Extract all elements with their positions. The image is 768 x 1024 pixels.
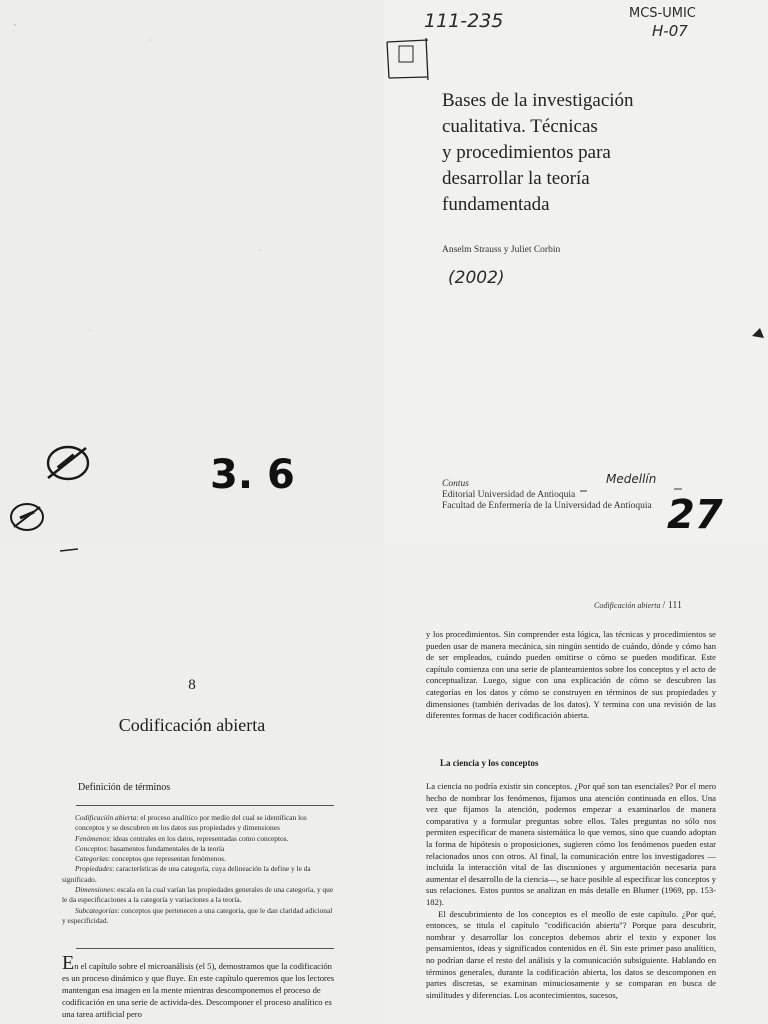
running-header [594,600,682,611]
title-line: desarrollar la teoría [442,168,590,189]
top-left-marks [0,0,384,545]
title-line: cualitativa. Técnicas [442,116,598,137]
title-line: y procedimientos para [442,142,611,163]
definition-item: Fenómenos: ideas centrales en los datos, representadas como conceptos. [75,833,289,843]
handwritten-year: (2002) [448,268,505,288]
definitions-list [62,813,334,926]
book-authors: Anselm Strauss y Juliet Corbin [442,245,561,255]
body-paragraph-2 [426,781,716,1001]
definition-item: Propiedades: características de una categoría, cuya delineación la define y le da significado. [62,864,311,884]
chapter-title: Codificación abierta [118,715,266,735]
running-title: Codificación abierta [594,601,661,610]
publisher-imprint: Contus [442,479,469,489]
arrow-icon [752,328,764,338]
drop-cap: E [62,952,75,974]
section-heading: La ciencia y los conceptos [440,758,539,768]
publisher-line: Editorial Universidad de Antioquia [442,490,576,500]
title-line: fundamentada [442,194,550,215]
definitions-bottom-rule [76,948,334,949]
page-111 [384,545,768,1024]
definition-item: Dimensiones: escala en la cual varían las propiedades generales de una categoría, y que le da especificaciones a la categoría y variaciones a la teoría. [62,885,334,905]
definitions-top-rule [76,805,334,806]
definitions-heading: Definición de términos [78,782,171,793]
definition-item: Subcategorías: conceptos que pertenecen a una categoría, que le dan claridad adicional y especificidad. [62,905,333,925]
title-page [384,0,768,545]
definition-item: Categorías: conceptos que representan fenómenos. [75,854,226,864]
paragraph: La ciencia no podría existir sin conceptos. ¿Por qué son tan esenciales? Por el mero hecho de nombrar los fenómenos, fijamos una atención continuada en ellos. Una vez que fijamos la atención, podemos empezar a examinarlos de manera comparativa y a formular preguntas sobre ellos. Tales preguntas no sólo nos permiten especificar de manera sistemática lo que vemos, sino que cuando adoptan la forma de hipótesis o proposiciones, sugieren cómo los fenómenos pueden estar relacionados unos con otros. Al final, la comunicación entre los investigadores —incluida la interacción vital de las discusiones y argumentación necesaria para aumentar el desarrollo de la ciencia—, se hace posible al especificar los conceptos y sus relaciones. Estos puntos se analizan en más detalle en Blumer (1969, pp. 153-182). [426,781,716,907]
chapter-page [0,545,384,1024]
bottom-left-marks [0,545,384,565]
handwritten-number: 3. 6 [210,452,295,498]
circled-mark-icon [48,447,88,479]
title-line: Bases de la investigación [442,90,634,111]
paragraph: El descubrimiento de los conceptos es el meollo de este capítulo. ¿Por qué, entonces, se titula el capítulo "codificación abierta"? Porque para descubrir, nombrar y desarrollar los conceptos debemos abrir el texto y exponer los pensamientos, ideas y significados contenidos en él. Sin este primer paso analítico, no podrían darse el resto del análisis y la comunicación subsiguiente. Hablando en términos generales, durante la codificación abierta, los datos se descomponen en partes discretas, se examinan minuciosamente y se comparan en busca de similitudes y diferencias. Los acontecimientos, sucesos, [426,908,716,1000]
page-number: / 111 [662,600,682,611]
definition-item: Codificación abierta: el proceso analítico por medio del cual se identifican los conceptos y se descubren en los datos sus propiedades y dimensiones [75,813,307,833]
handwritten-call-number: 111-235 [424,10,504,32]
paragraph: y los procedimientos. Sin comprender esta lógica, las técnicas y procedimientos se pueden usar de manera mecánica, sin ningún sentido de cuándo, dónde y cómo han de ser empleados, cuándo pueden omitirse o cómo se pueden modificar. Este capítulo comienza con una serie de planteamientos sobre los conceptos y el acto de conceptualizar. Luego, sigue con una explicación de cómo se descubren las categorías en los datos y cómo se construyen en términos de sus propiedades y dimensiones (también derivadas de los datos). Y termina con una revisión de las diferentes formas de hacer codificación abierta. [426,629,716,721]
definition-item: Conceptos: basamentos fundamentales de la teoría [75,843,225,853]
handwritten-library-code: MCS-UMIC [629,6,696,21]
handwritten-big-number: 27 [667,492,723,538]
publisher-line: Facultad de Enfermería de la Universidad de Antioquia [442,501,652,511]
chapter-number: 8 [188,677,196,693]
handwritten-library-code-2: H-07 [652,22,688,40]
handwritten-city: Medellín [606,472,657,486]
chapter-intro [62,952,336,1020]
body-paragraph-1 [426,629,716,722]
intro-text: n el capítulo sobre el microanálisis (el 5), demostramos que la codificación es un proceso dinámico y que fluye. En este capítulo queremos que los lectores mantengan esa imagen en la mente mientras descomponemos el proceso de codificación en una serie de activida-des. Descomponer el proceso analítico es una tarea artificial pero [62,961,335,1019]
top-left-page [0,0,384,545]
circled-mark-icon [11,504,43,530]
title-page-marks [384,0,768,545]
